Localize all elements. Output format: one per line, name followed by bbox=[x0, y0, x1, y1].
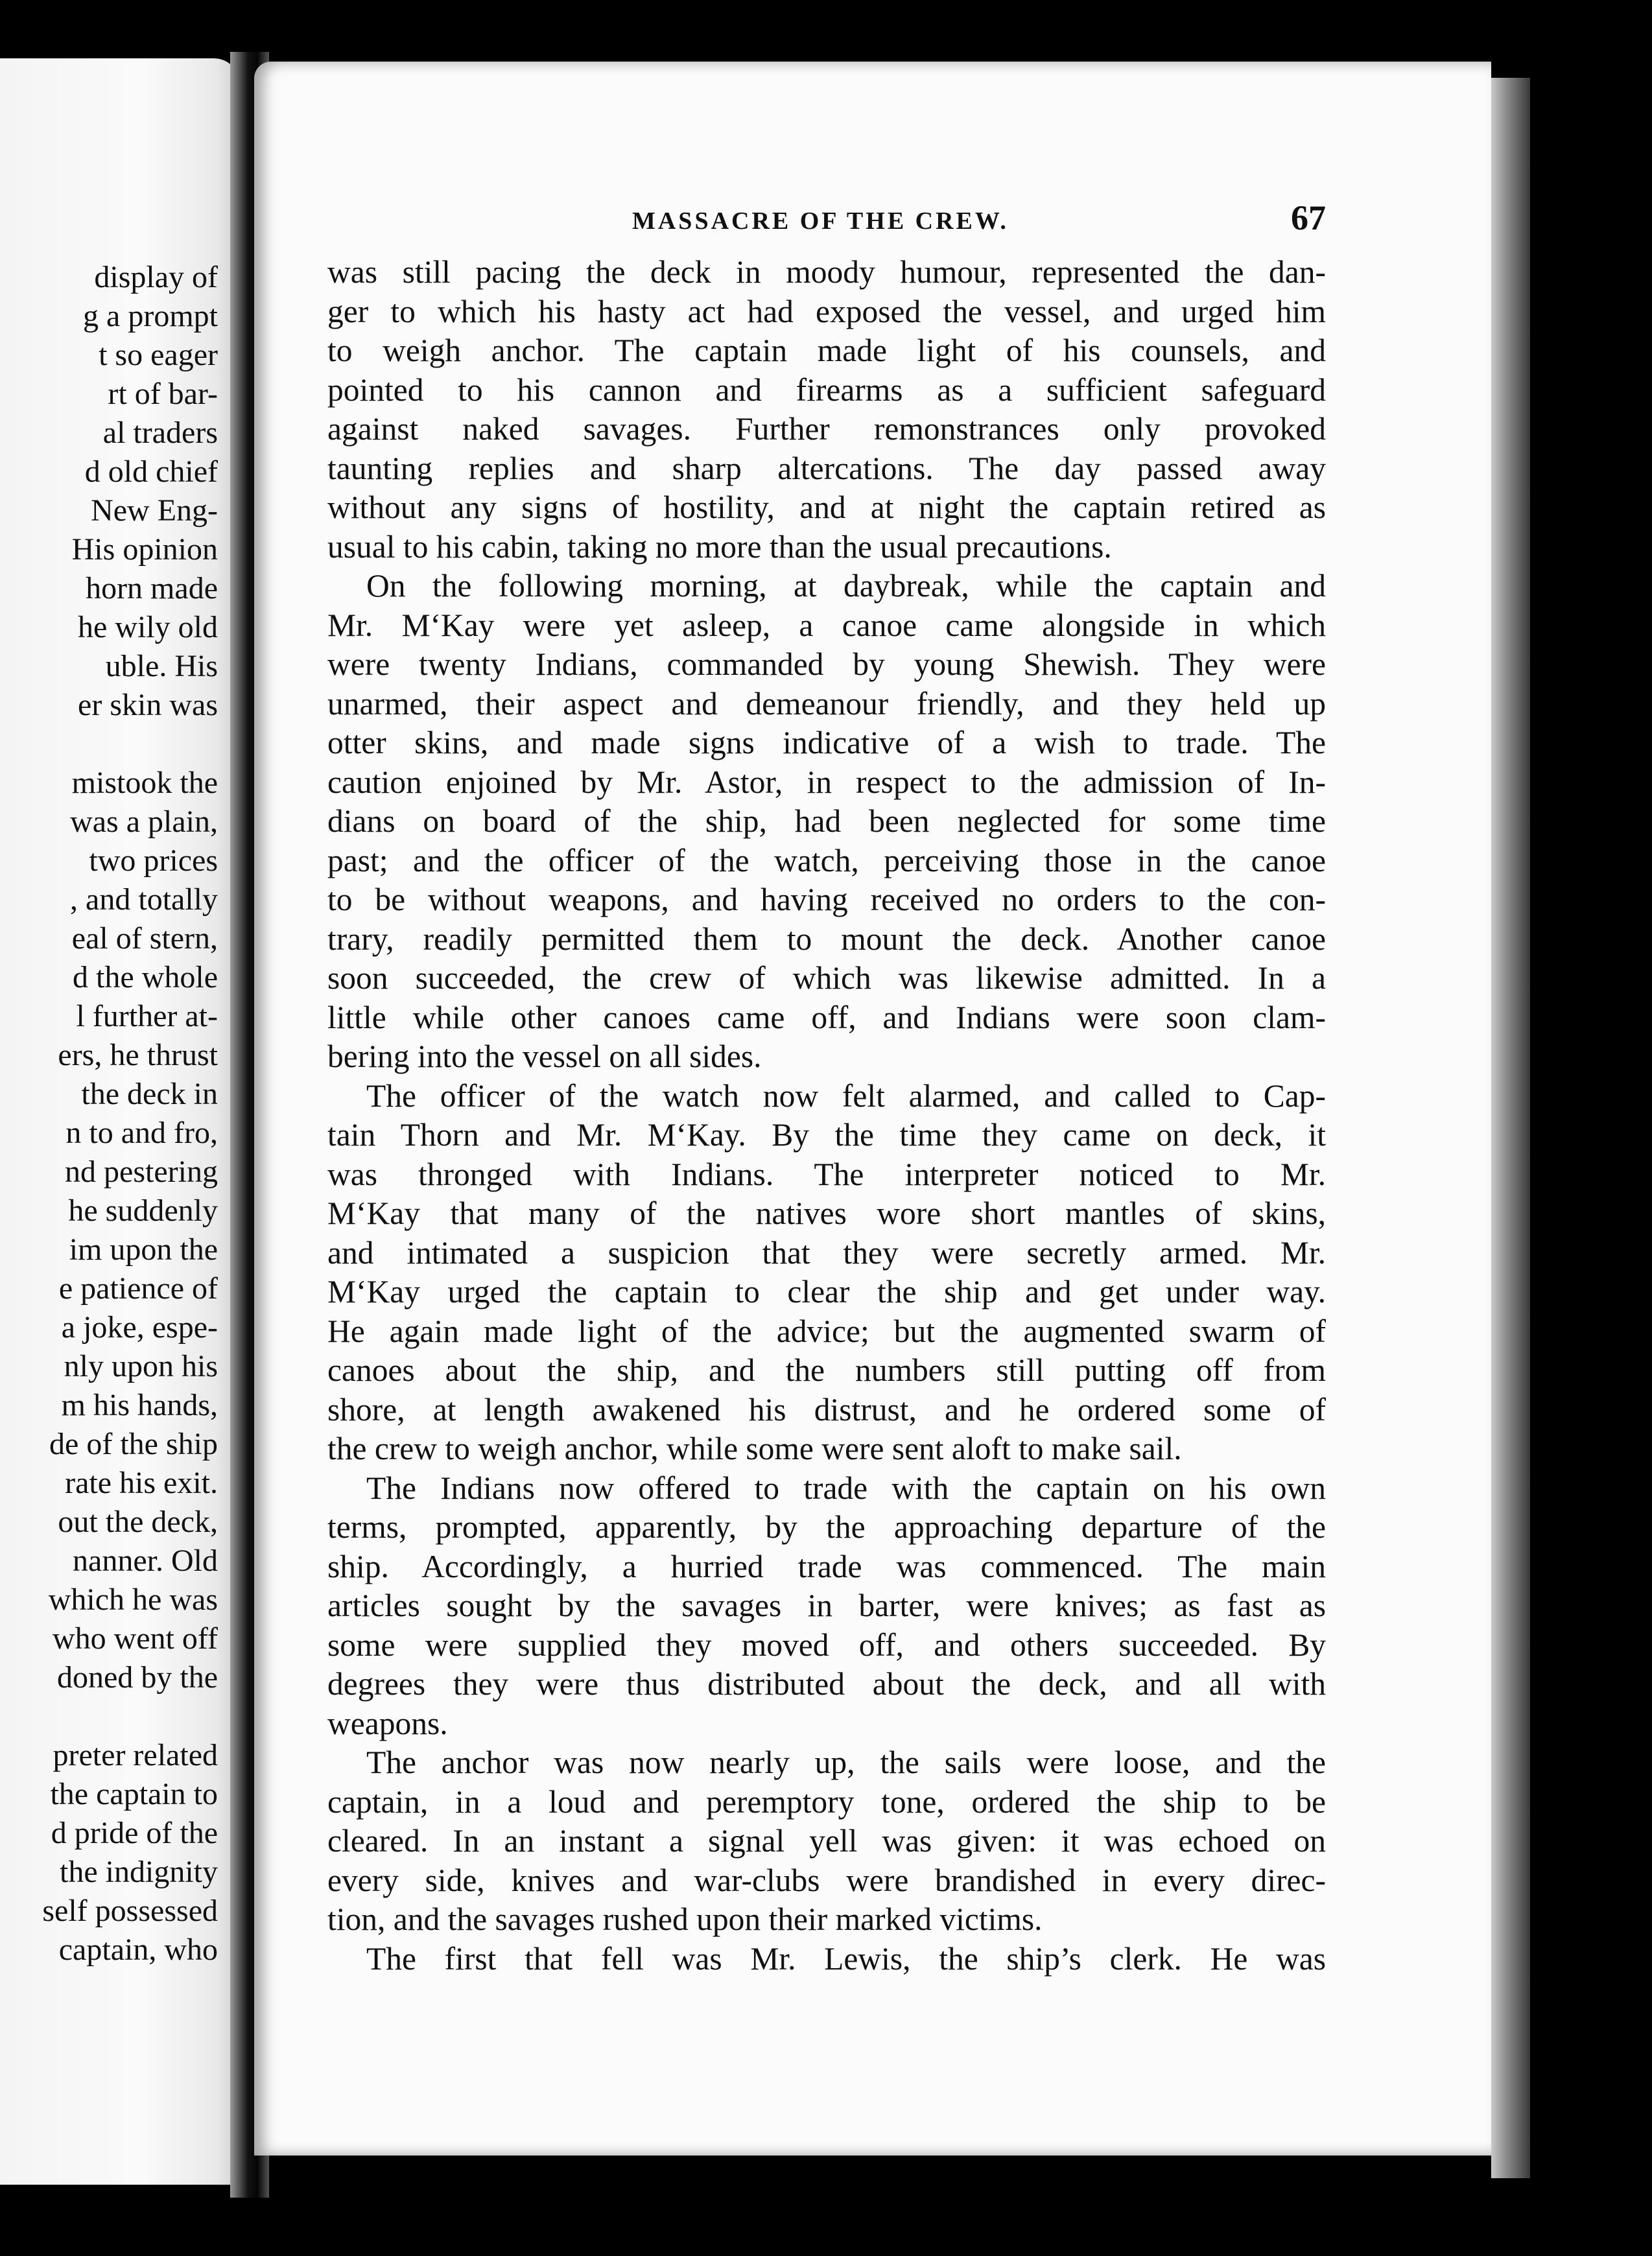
text-line: taunting replies and sharp altercations. The day passed away bbox=[327, 450, 1326, 486]
left-page-line bbox=[0, 725, 218, 764]
page-number: 67 bbox=[1291, 198, 1326, 237]
text-line: and intimated a suspicion that they were secretly armed. Mr. bbox=[327, 1234, 1326, 1271]
text-line: dians on board of the ship, had been neglected for some time bbox=[327, 803, 1326, 839]
text-line: against naked savages. Further remonstrances only provoked bbox=[327, 411, 1326, 447]
text-line: canoes about the ship, and the numbers still putting off from bbox=[327, 1352, 1326, 1388]
text-line: On the following morning, at daybreak, while the captain and bbox=[366, 568, 1326, 604]
text-line: some were supplied they moved off, and others succeeded. By bbox=[327, 1627, 1326, 1663]
left-page-line: self possessed bbox=[42, 1894, 218, 1928]
text-line: The anchor was now nearly up, the sails were loose, and the bbox=[366, 1745, 1326, 1780]
page-edge-shadow bbox=[1491, 78, 1530, 2178]
left-page-line: d old chief bbox=[84, 454, 218, 489]
text-line: articles sought by the savages in barter, were knives; as fast as bbox=[327, 1588, 1326, 1623]
text-line: the crew to weigh anchor, while some were sent aloft to make sail. bbox=[327, 1431, 1182, 1466]
left-page-line: doned by the bbox=[57, 1660, 218, 1695]
text-line: were twenty Indians, commanded by young Shewish. They were bbox=[327, 646, 1326, 682]
text-line: unarmed, their aspect and demeanour friendly, and they held up bbox=[327, 685, 1326, 722]
text-line: was still pacing the deck in moody humour, represented the dan- bbox=[327, 254, 1326, 290]
text-line: without any signs of hostility, and at night the captain retired as bbox=[327, 489, 1326, 525]
left-page-line: m his hands, bbox=[61, 1388, 218, 1422]
left-page-line: er skin was bbox=[78, 688, 218, 722]
text-line: The Indians now offered to trade with the captain on his own bbox=[366, 1470, 1326, 1506]
left-page-line: he suddenly bbox=[68, 1193, 218, 1228]
text-line: was thronged with Indians. The interpreter noticed to Mr. bbox=[327, 1156, 1326, 1192]
text-line: bering into the vessel on all sides. bbox=[327, 1039, 762, 1074]
left-page-line: ers, he thrust bbox=[58, 1038, 218, 1072]
left-page-line: d pride of the bbox=[51, 1816, 218, 1850]
left-page-line: mistook the bbox=[71, 766, 218, 800]
left-page-line: n to and fro, bbox=[65, 1116, 218, 1150]
left-page-line: captain, who bbox=[58, 1933, 218, 1967]
left-page-line: His opinion bbox=[71, 532, 218, 567]
text-line: ger to which his hasty act had exposed the vessel, and urged him bbox=[327, 293, 1326, 329]
text-line: M‘Kay that many of the natives wore short mantles of skins, bbox=[327, 1195, 1326, 1231]
left-page-line: d the whole bbox=[73, 960, 218, 994]
left-page-line: a joke, espe- bbox=[61, 1310, 218, 1345]
text-line: tain Thorn and Mr. M‘Kay. By the time they came on deck, it bbox=[327, 1117, 1326, 1153]
left-page-line: de of the ship bbox=[49, 1427, 218, 1461]
text-line: pointed to his cannon and firearms as a sufficient safeguard bbox=[327, 371, 1326, 408]
left-page-line bbox=[0, 1697, 218, 1736]
left-page-line: out the deck, bbox=[58, 1505, 218, 1539]
text-line: usual to his cabin, taking no more than the usual precautions. bbox=[327, 528, 1112, 565]
running-head bbox=[327, 198, 1326, 243]
text-line: weapons. bbox=[327, 1705, 448, 1741]
left-page-line: g a prompt bbox=[83, 299, 218, 333]
text-line: little while other canoes came off, and Indians were soon clam- bbox=[327, 999, 1326, 1035]
body-text bbox=[327, 253, 1326, 1979]
text-line: caution enjoined by Mr. Astor, in respect to the admission of In- bbox=[327, 764, 1326, 800]
text-line: degrees they were thus distributed about the deck, and all with bbox=[327, 1666, 1326, 1702]
text-line: M‘Kay urged the captain to clear the ship and get under way. bbox=[327, 1274, 1326, 1310]
text-line: He again made light of the advice; but the augmented swarm of bbox=[327, 1313, 1326, 1349]
left-page-text bbox=[0, 258, 218, 1969]
text-line: ship. Accordingly, a hurried trade was commenced. The main bbox=[327, 1548, 1326, 1584]
left-page-line: rt of bar- bbox=[108, 377, 218, 411]
left-page-line: was a plain, bbox=[70, 805, 218, 839]
text-line: to be without weapons, and having received no orders to the con- bbox=[327, 882, 1326, 917]
left-page-line: rate his exit. bbox=[65, 1466, 218, 1500]
left-page-line: horn made bbox=[86, 571, 218, 605]
left-page-line: al traders bbox=[102, 416, 218, 450]
text-line: past; and the officer of the watch, perceiving those in the canoe bbox=[327, 842, 1326, 878]
left-page-line: who went off bbox=[52, 1621, 218, 1656]
left-page-line: eal of stern, bbox=[71, 921, 218, 956]
left-page-fragment bbox=[0, 58, 240, 2185]
text-line: cleared. In an instant a signal yell was given: it was echoed on bbox=[327, 1823, 1326, 1859]
left-page-line: e patience of bbox=[58, 1271, 218, 1306]
left-page-line: he wily old bbox=[78, 610, 218, 644]
text-line: The first that fell was Mr. Lewis, the ship’s clerk. He was bbox=[366, 1940, 1326, 1977]
left-page-line: nly upon his bbox=[64, 1349, 218, 1383]
left-page-line: uble. His bbox=[105, 649, 218, 683]
left-page-line: New Eng- bbox=[91, 493, 218, 528]
text-line: otter skins, and made signs indicative of a wish to trade. The bbox=[327, 725, 1326, 760]
left-page-line: the captain to bbox=[50, 1777, 218, 1811]
left-page-line: which he was bbox=[48, 1582, 218, 1617]
left-page-line: preter related bbox=[53, 1738, 218, 1772]
text-line: The officer of the watch now felt alarmed, and called to Cap- bbox=[366, 1077, 1326, 1114]
left-page-line: the deck in bbox=[81, 1077, 218, 1111]
left-page-line: l further at- bbox=[76, 999, 218, 1033]
running-title: MASSACRE OF THE CREW. bbox=[632, 207, 1009, 235]
left-page-line: nanner. Old bbox=[73, 1544, 218, 1578]
text-line: captain, in a loud and peremptory tone, ordered the ship to be bbox=[327, 1783, 1326, 1820]
left-page-line: , and totally bbox=[70, 882, 218, 917]
left-page-line: the indignity bbox=[60, 1855, 218, 1889]
left-page-line: nd pestering bbox=[65, 1155, 218, 1189]
text-line: Mr. M‘Kay were yet asleep, a canoe came alongside in which bbox=[327, 607, 1326, 643]
left-page-line: im upon the bbox=[69, 1232, 218, 1267]
text-line: shore, at length awakened his distrust, and he ordered some of bbox=[327, 1391, 1326, 1428]
text-line: terms, prompted, apparently, by the approaching departure of the bbox=[327, 1509, 1326, 1545]
left-page-line: display of bbox=[94, 260, 218, 294]
left-page-line: t so eager bbox=[99, 338, 218, 372]
left-page-line: two prices bbox=[89, 843, 218, 878]
text-line: soon succeeded, the crew of which was likewise admitted. In a bbox=[327, 960, 1326, 996]
text-line: to weigh anchor. The captain made light of his counsels, and bbox=[327, 333, 1326, 368]
text-line: tion, and the savages rushed upon their marked victims. bbox=[327, 1901, 1043, 1937]
text-line: trary, readily permitted them to mount the deck. Another canoe bbox=[327, 921, 1326, 957]
text-line: every side, knives and war-clubs were brandished in every direc- bbox=[327, 1862, 1326, 1898]
